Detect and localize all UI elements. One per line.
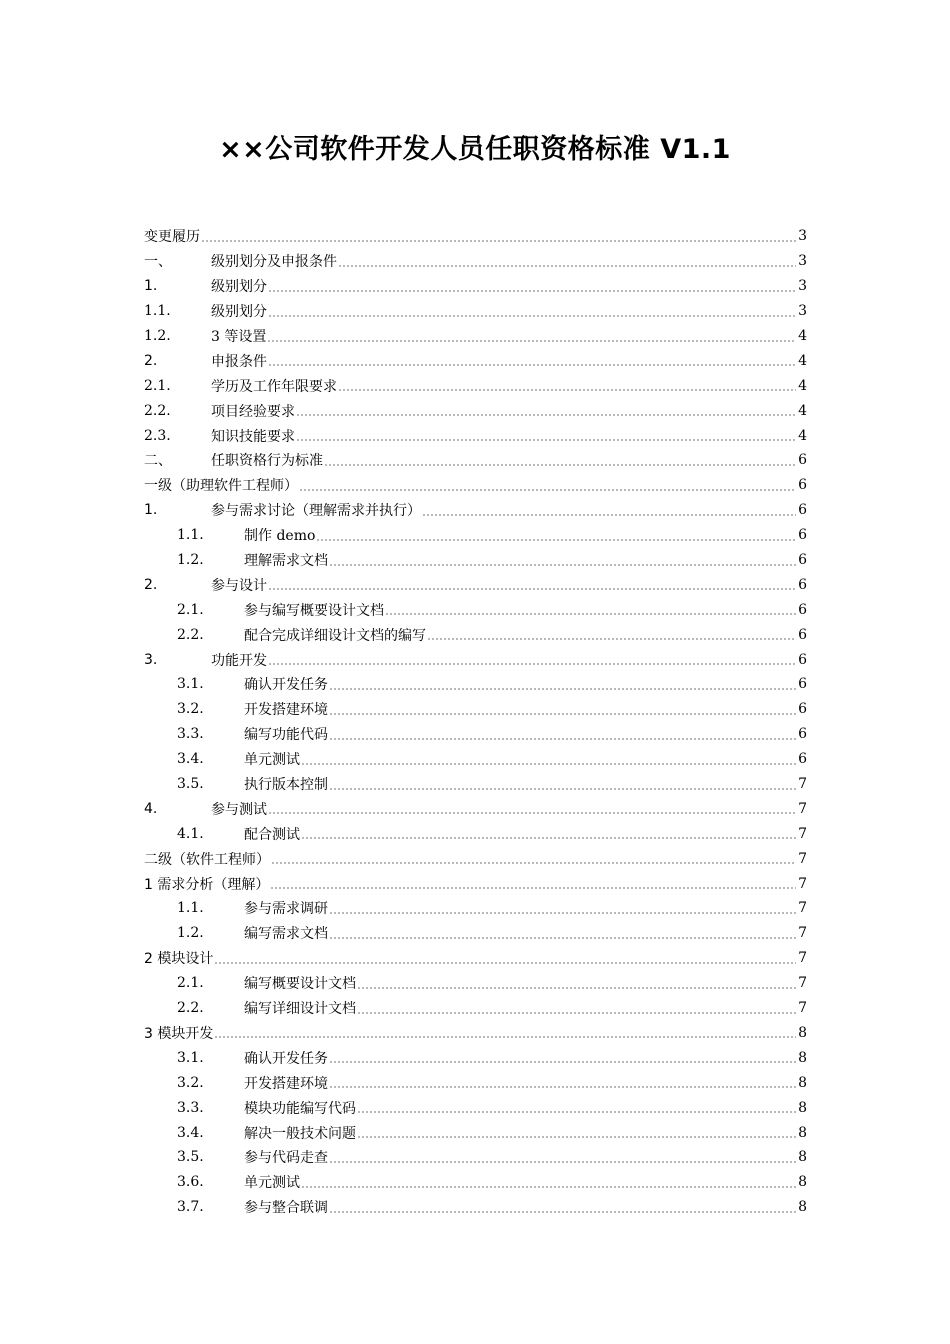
toc-entry-label: 单元测试 xyxy=(244,752,300,769)
toc-entry[interactable] xyxy=(144,249,807,274)
toc-entry-label: 执行版本控制 xyxy=(244,777,328,794)
toc-entry-label: 参与设计 xyxy=(211,577,267,594)
toc-entry-label: 编写需求文档 xyxy=(244,926,328,943)
toc-entry-page-number: 7 xyxy=(798,875,807,892)
toc-entry-number: 1.2. xyxy=(144,328,171,344)
toc-entry-label: 确认开发任务 xyxy=(244,677,328,694)
toc-entry-number: 2.1. xyxy=(144,377,171,394)
toc-entry-page-number: 4 xyxy=(798,427,807,444)
toc-entry-number: 4.1. xyxy=(177,825,204,842)
toc-entry-label: 配合完成详细设计文档的编写 xyxy=(244,627,426,644)
toc-dot-leader xyxy=(329,1061,796,1063)
toc-entry-label: 一级（助理软件工程师） xyxy=(144,478,298,495)
toc-entry[interactable] xyxy=(144,622,807,647)
toc-dot-leader xyxy=(296,439,796,441)
toc-entry-number: 2. xyxy=(144,576,158,593)
toc-entry[interactable] xyxy=(144,1021,807,1046)
toc-entry-page-number: 6 xyxy=(798,576,807,593)
toc-entry[interactable] xyxy=(144,772,807,797)
toc-dot-leader xyxy=(268,812,796,814)
toc-entry-page-number: 7 xyxy=(798,900,807,917)
toc-entry-label: 参与需求讨论（理解需求并执行） xyxy=(211,503,421,520)
toc-entry-label: 功能开发 xyxy=(211,652,267,669)
toc-entry-number: 3.5. xyxy=(177,776,204,793)
toc-dot-leader xyxy=(268,663,796,665)
toc-entry[interactable] xyxy=(144,1045,807,1070)
toc-dot-leader xyxy=(329,564,796,566)
toc-entry-label: 级别划分 xyxy=(211,304,267,321)
document-title: ××公司软件开发人员任职资格标准 V1.1 xyxy=(219,134,731,165)
toc-entry[interactable] xyxy=(144,299,807,324)
toc-entry-page-number: 4 xyxy=(798,402,807,419)
toc-entry[interactable] xyxy=(144,473,807,498)
toc-entry-number: 2.1. xyxy=(177,975,204,992)
toc-dot-leader xyxy=(385,613,796,615)
toc-entry[interactable] xyxy=(144,1195,807,1220)
toc-entry-label: 制作 demo xyxy=(244,528,316,545)
toc-entry[interactable] xyxy=(144,921,807,946)
toc-entry-number: 4. xyxy=(144,800,158,817)
toc-entry-label: 知识技能要求 xyxy=(211,428,295,445)
toc-entry[interactable] xyxy=(144,647,807,672)
toc-entry-page-number: 3 xyxy=(798,228,807,245)
toc-entry-page-number: 8 xyxy=(798,1199,807,1216)
toc-dot-leader xyxy=(301,1186,796,1188)
toc-entry-label: 变更履历 xyxy=(144,229,200,246)
toc-entry-number: 3.1. xyxy=(177,676,204,693)
toc-entry-label: 理解需求文档 xyxy=(244,553,328,570)
toc-entry-page-number: 3 xyxy=(798,303,807,320)
toc-dot-leader xyxy=(214,1036,796,1038)
toc-entry[interactable] xyxy=(144,697,807,722)
toc-dot-leader xyxy=(329,1086,796,1088)
toc-entry-label: 学历及工作年限要求 xyxy=(211,378,337,395)
toc-dot-leader xyxy=(301,763,796,765)
toc-entry-number: 3.6. xyxy=(177,1174,204,1191)
toc-entry[interactable] xyxy=(144,1070,807,1095)
toc-dot-leader xyxy=(271,862,796,864)
toc-dot-leader xyxy=(329,788,796,790)
toc-entry-number: 1.1. xyxy=(144,303,171,320)
toc-dot-leader xyxy=(329,912,796,914)
toc-dot-leader xyxy=(338,265,796,267)
toc-entry-number: 3.4. xyxy=(177,1124,204,1141)
toc-dot-leader xyxy=(338,389,796,391)
toc-entry-label: 级别划分 xyxy=(211,279,267,296)
toc-entry-page-number: 6 xyxy=(798,601,807,618)
toc-entry-page-number: 8 xyxy=(798,1074,807,1091)
toc-entry-page-number: 7 xyxy=(798,825,807,842)
toc-dot-leader xyxy=(316,539,796,541)
toc-entry-page-number: 6 xyxy=(798,527,807,544)
toc-entry-page-number: 4 xyxy=(798,352,807,369)
toc-entry-page-number: 7 xyxy=(798,925,807,942)
toc-dot-leader xyxy=(329,713,796,715)
toc-entry-number: 1.1. xyxy=(177,900,204,917)
toc-entry-number: 1.2. xyxy=(177,552,204,569)
toc-entry-page-number: 6 xyxy=(798,726,807,743)
toc-entry[interactable] xyxy=(144,373,807,398)
toc-dot-leader xyxy=(301,837,796,839)
toc-entry-number: 3.3. xyxy=(177,1099,204,1116)
toc-entry[interactable] xyxy=(144,896,807,921)
toc-entry-number: 3.1. xyxy=(177,1049,204,1066)
toc-entry-label: 配合测试 xyxy=(244,826,300,843)
toc-entry-label: 开发搭建环境 xyxy=(244,702,328,719)
toc-entry[interactable] xyxy=(144,597,807,622)
toc-entry-number: 2. xyxy=(144,352,158,369)
toc-entry-label: 申报条件 xyxy=(211,353,267,370)
toc-entry-page-number: 6 xyxy=(798,651,807,668)
toc-dot-leader xyxy=(329,688,796,690)
toc-entry-number: 2.2. xyxy=(177,1000,204,1017)
toc-entry-page-number: 6 xyxy=(798,626,807,643)
toc-entry-number: 1.2. xyxy=(177,925,204,942)
toc-entry[interactable] xyxy=(144,324,807,349)
toc-entry[interactable] xyxy=(144,274,807,299)
toc-dot-leader xyxy=(268,588,796,590)
toc-entry-page-number: 6 xyxy=(798,502,807,519)
toc-entry-label: 开发搭建环境 xyxy=(244,1075,328,1092)
toc-entry-label: 参与代码走查 xyxy=(244,1150,328,1167)
toc-entry-page-number: 3 xyxy=(798,253,807,270)
toc-entry-number: 2.2. xyxy=(144,402,171,419)
toc-dot-leader xyxy=(268,290,796,292)
toc-entry-page-number: 6 xyxy=(798,701,807,718)
toc-entry[interactable] xyxy=(144,523,807,548)
toc-entry[interactable] xyxy=(144,747,807,772)
toc-dot-leader xyxy=(357,1012,796,1014)
toc-dot-leader xyxy=(270,887,796,889)
toc-entry-label: 解决一般技术问题 xyxy=(244,1125,356,1142)
toc-entry-label: 参与测试 xyxy=(211,801,267,818)
toc-entry-label: 参与整合联调 xyxy=(244,1200,328,1217)
toc-entry-label: 编写功能代码 xyxy=(244,727,328,744)
toc-entry[interactable] xyxy=(144,796,807,821)
toc-entry-page-number: 7 xyxy=(798,950,807,967)
toc-entry-page-number: 3 xyxy=(798,278,807,295)
toc-entry[interactable] xyxy=(144,548,807,573)
toc-dot-leader xyxy=(422,514,796,516)
toc-entry-page-number: 7 xyxy=(798,776,807,793)
toc-entry-page-number: 6 xyxy=(798,552,807,569)
toc-entry-page-number: 6 xyxy=(798,452,807,469)
toc-entry-number: 1. xyxy=(144,502,158,519)
toc-entry-label: 确认开发任务 xyxy=(244,1050,328,1067)
toc-entry[interactable] xyxy=(144,821,807,846)
toc-entry[interactable] xyxy=(144,423,807,448)
toc-entry-label: 3 等设置 xyxy=(211,329,267,345)
toc-dot-leader xyxy=(329,738,796,740)
toc-entry[interactable] xyxy=(144,224,807,249)
toc-dot-leader xyxy=(357,1111,796,1113)
toc-dot-leader xyxy=(427,638,796,640)
toc-entry-label: 级别划分及申报条件 xyxy=(211,254,337,271)
toc-entry[interactable] xyxy=(144,996,807,1021)
toc-entry[interactable] xyxy=(144,398,807,423)
toc-entry[interactable] xyxy=(144,498,807,523)
toc-dot-leader xyxy=(201,240,796,242)
toc-entry-number: 2.3. xyxy=(144,427,171,444)
toc-entry-number: 3.2. xyxy=(177,1074,204,1091)
toc-dot-leader xyxy=(329,937,796,939)
toc-entry-page-number: 6 xyxy=(798,477,807,494)
toc-dot-leader xyxy=(268,315,796,317)
toc-entry-label: 3 模块开发 xyxy=(144,1025,214,1042)
toc-entry[interactable] xyxy=(144,846,807,871)
toc-dot-leader xyxy=(214,962,796,964)
toc-entry-number: 一、 xyxy=(144,254,172,271)
toc-entry-label: 参与编写概要设计文档 xyxy=(244,602,384,619)
toc-entry-number: 3. xyxy=(144,651,158,668)
toc-entry-label: 参与需求调研 xyxy=(244,901,328,918)
toc-entry-page-number: 7 xyxy=(798,800,807,817)
toc-entry[interactable] xyxy=(144,572,807,597)
toc-entry-number: 1.1. xyxy=(177,527,204,544)
toc-entry-page-number: 6 xyxy=(798,751,807,768)
toc-dot-leader xyxy=(329,1161,796,1163)
toc-entry[interactable] xyxy=(144,1170,807,1195)
toc-entry-page-number: 6 xyxy=(798,676,807,693)
toc-entry-page-number: 7 xyxy=(798,850,807,867)
toc-entry-label: 单元测试 xyxy=(244,1175,300,1192)
toc-entry-number: 3.4. xyxy=(177,751,204,768)
toc-entry[interactable] xyxy=(144,946,807,971)
toc-dot-leader xyxy=(268,364,796,366)
toc-entry-page-number: 8 xyxy=(798,1124,807,1141)
toc-entry-label: 1 需求分析（理解） xyxy=(144,876,270,893)
toc-entry-page-number: 7 xyxy=(798,1000,807,1017)
toc-entry-number: 3.2. xyxy=(177,701,204,718)
table-of-contents xyxy=(144,224,807,1220)
toc-dot-leader xyxy=(296,414,796,416)
toc-entry-page-number: 8 xyxy=(798,1024,807,1041)
toc-dot-leader xyxy=(357,1136,796,1138)
toc-entry[interactable] xyxy=(144,722,807,747)
toc-dot-leader xyxy=(299,489,796,491)
toc-entry[interactable] xyxy=(144,1145,807,1170)
toc-entry[interactable] xyxy=(144,1120,807,1145)
toc-entry-number: 3.3. xyxy=(177,726,204,743)
toc-entry-page-number: 7 xyxy=(798,975,807,992)
toc-entry-number: 2.2. xyxy=(177,626,204,643)
toc-entry-label: 任职资格行为标准 xyxy=(211,453,323,470)
toc-entry-page-number: 8 xyxy=(798,1149,807,1166)
toc-entry-label: 2 模块设计 xyxy=(144,951,214,968)
toc-entry-page-number: 8 xyxy=(798,1049,807,1066)
toc-entry-page-number: 4 xyxy=(798,377,807,394)
toc-entry[interactable] xyxy=(144,672,807,697)
toc-entry-label: 编写详细设计文档 xyxy=(244,1001,356,1018)
toc-entry-number: 二、 xyxy=(144,453,172,470)
toc-entry[interactable] xyxy=(144,871,807,896)
toc-entry[interactable] xyxy=(144,971,807,996)
toc-entry-label: 二级（软件工程师） xyxy=(144,851,270,868)
toc-entry-number: 1. xyxy=(144,278,158,295)
toc-entry-page-number: 4 xyxy=(798,328,807,344)
toc-dot-leader xyxy=(267,340,796,342)
toc-entry-page-number: 8 xyxy=(798,1174,807,1191)
toc-entry-label: 项目经验要求 xyxy=(211,403,295,420)
toc-entry-number: 3.7. xyxy=(177,1199,204,1216)
toc-entry-label: 模块功能编写代码 xyxy=(244,1100,356,1117)
toc-dot-leader xyxy=(329,1211,796,1213)
toc-entry-page-number: 8 xyxy=(798,1099,807,1116)
toc-entry-number: 2.1. xyxy=(177,601,204,618)
toc-dot-leader xyxy=(357,987,796,989)
toc-entry[interactable] xyxy=(144,448,807,473)
toc-dot-leader xyxy=(324,464,796,466)
toc-entry[interactable] xyxy=(144,1095,807,1120)
toc-entry-number: 3.5. xyxy=(177,1149,204,1166)
toc-entry[interactable] xyxy=(144,348,807,373)
toc-entry-label: 编写概要设计文档 xyxy=(244,976,356,993)
